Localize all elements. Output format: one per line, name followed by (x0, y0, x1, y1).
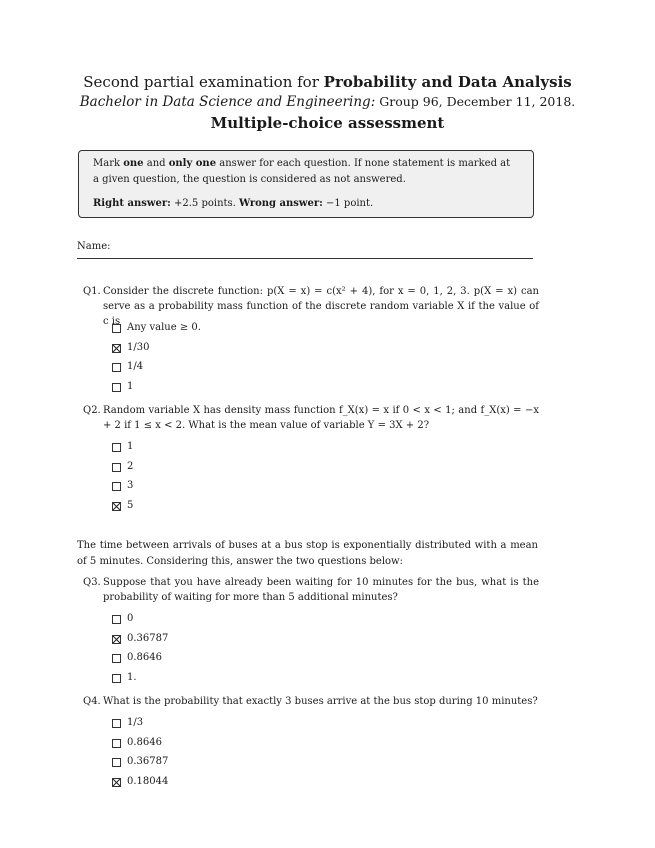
question-number: Q1. (83, 286, 101, 297)
option[interactable]: 1/30 (112, 342, 201, 362)
instructions-box (78, 150, 534, 218)
option[interactable]: 0.8646 (112, 737, 168, 757)
instructions-text: Mark one and only one answer for each question. If none statement is marked at a given question, the question is considered as not answered. (93, 158, 511, 185)
course-name: Probability and Data Analysis (323, 73, 572, 91)
check-cross-icon (113, 636, 120, 643)
exam-title: Second partial examination for Probability and Data Analysis (83, 73, 572, 91)
checkbox[interactable] (112, 324, 121, 333)
option[interactable]: 0.8646 (112, 652, 168, 672)
check-cross-icon (113, 779, 120, 786)
option[interactable]: 5 (112, 500, 133, 520)
checkbox-checked[interactable] (112, 344, 121, 353)
question-text: Suppose that you have already been waiting for 10 minutes for the bus, what is the probability of waiting for more than 5 additional minutes? (103, 577, 539, 603)
scoring-text: Right answer: +2.5 points. Wrong answer: −1 point. (93, 198, 374, 209)
question-number: Q2. (83, 405, 101, 416)
checkbox-checked[interactable] (112, 635, 121, 644)
question-1-options (112, 322, 201, 400)
group-date: Group 96, December 11, 2018. (379, 94, 576, 109)
name-label: Name: (77, 241, 111, 252)
context-paragraph: The time between arrivals of buses at a bus stop is exponentially distributed with a mean of 5 minutes. Considering this, answer the two questions below: (77, 540, 538, 567)
question-2-options (112, 441, 133, 519)
checkbox[interactable] (112, 674, 121, 683)
question-3-options (112, 613, 168, 691)
checkbox[interactable] (112, 443, 121, 452)
question-number: Q4. (83, 696, 101, 707)
option[interactable]: 1/3 (112, 717, 168, 737)
option[interactable]: 3 (112, 480, 133, 500)
checkbox[interactable] (112, 363, 121, 372)
question-4 (83, 694, 539, 709)
option[interactable]: 2 (112, 461, 133, 481)
checkbox[interactable] (112, 383, 121, 392)
checkbox-checked[interactable] (112, 778, 121, 787)
exam-subtitle (0, 94, 655, 110)
checkbox[interactable] (112, 739, 121, 748)
checkbox-checked[interactable] (112, 502, 121, 511)
checkbox[interactable] (112, 654, 121, 663)
checkbox[interactable] (112, 719, 121, 728)
option[interactable]: 1 (112, 441, 133, 461)
checkbox[interactable] (112, 615, 121, 624)
program-name: Bachelor in Data Science and Engineering: (79, 94, 376, 110)
question-number: Q3. (83, 577, 101, 588)
question-2 (83, 403, 539, 433)
option[interactable]: 0 (112, 613, 168, 633)
option[interactable]: Any value ≥ 0. (112, 322, 201, 342)
option[interactable]: 0.36787 (112, 633, 168, 653)
checkbox[interactable] (112, 758, 121, 767)
question-text: Random variable X has density mass function f_X(x) = x if 0 < x < 1; and f_X(x) = −x + 2 if 1 ≤ x < 2. What is the mean value of variable Y = 3X + 2? (103, 405, 539, 431)
question-text: Consider the discrete function: p(X = x) = c(x² + 4), for x = 0, 1, 2, 3. p(X = x) can serve as a probability mass function of the discrete random variable X if the value of c is (103, 286, 539, 327)
option[interactable]: 0.18044 (112, 776, 168, 796)
option[interactable]: 1/4 (112, 361, 201, 381)
question-text: What is the probability that exactly 3 buses arrive at the bus stop during 10 minutes? (103, 696, 538, 707)
question-3 (83, 575, 539, 605)
question-4-options (112, 717, 168, 795)
check-cross-icon (113, 503, 120, 510)
check-cross-icon (113, 345, 120, 352)
checkbox[interactable] (112, 482, 121, 491)
checkbox[interactable] (112, 463, 121, 472)
assessment-title: Multiple-choice assessment (210, 114, 445, 132)
option[interactable]: 0.36787 (112, 756, 168, 776)
name-field-line[interactable] (77, 258, 533, 259)
option[interactable]: 1 (112, 381, 201, 401)
option[interactable]: 1. (112, 672, 168, 692)
